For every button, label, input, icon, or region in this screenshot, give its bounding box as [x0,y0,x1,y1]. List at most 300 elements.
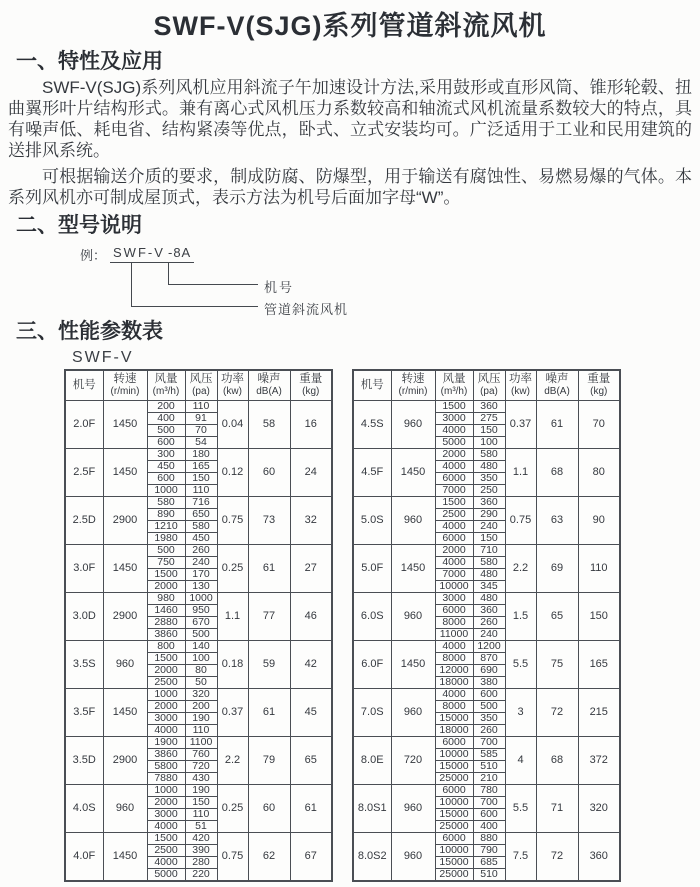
cell-power: 0.37 [217,688,248,736]
features-paragraph-2: 可根据输送介质的要求，制成防腐、防爆型，用于输送有腐蚀性、易燃易爆的气体。本系列风机亦可制成屋顶式，表示方法为机号后面加字母“W”。 [8,167,692,207]
cell-pressure: 280 [185,856,217,868]
cell-speed: 2900 [103,592,147,640]
col-header-weight: 重量 (kg) [290,370,332,400]
cell-flow: 4000 [147,724,185,736]
cell-pressure: 690 [473,664,505,676]
cell-flow: 15000 [435,760,473,772]
cell-noise: 61 [248,544,290,592]
cell-noise: 73 [248,496,290,544]
connector-line-type-horizontal [131,306,258,307]
col-header-pressure: 风压 (pa) [473,370,505,400]
cell-pressure: 240 [185,556,217,568]
cell-pressure: 350 [473,472,505,484]
cell-model: 8.0S1 [353,784,391,832]
cell-speed: 1450 [391,640,435,688]
cell-pressure: 260 [185,544,217,556]
cell-weight: 45 [290,688,332,736]
cell-flow: 1980 [147,532,185,544]
cell-weight: 80 [578,448,620,496]
cell-speed: 1450 [103,688,147,736]
cell-noise: 79 [248,736,290,784]
col-header-speed: 转速 (r/min) [391,370,435,400]
cell-speed: 960 [391,688,435,736]
cell-pressure: 220 [185,868,217,881]
cell-noise: 63 [536,496,578,544]
performance-table-right [352,369,621,882]
cell-noise: 65 [536,592,578,640]
cell-pressure: 260 [473,616,505,628]
cell-flow: 15000 [435,808,473,820]
cell-weight: 150 [578,592,620,640]
cell-power: 1.5 [505,592,536,640]
header-row [353,370,620,400]
cell-flow: 1500 [147,652,185,664]
example-size-code: -8A [165,245,194,263]
cell-pressure: 880 [473,832,505,844]
cell-pressure: 600 [473,688,505,700]
cell-pressure: 360 [473,496,505,508]
cell-flow: 18000 [435,724,473,736]
cell-power: 0.12 [217,448,248,496]
cell-model: 4.0F [65,832,103,881]
cell-noise: 72 [536,688,578,736]
cell-model: 4.5F [353,448,391,496]
col-header-speed: 转速 (r/min) [103,370,147,400]
cell-flow: 6000 [435,736,473,748]
cell-pressure: 360 [473,400,505,412]
cell-flow: 5000 [435,436,473,448]
cell-speed: 960 [391,400,435,448]
cell-pressure: 54 [185,436,217,448]
cell-pressure: 110 [185,724,217,736]
cell-pressure: 870 [473,652,505,664]
table-series-label: SWF-V [72,349,134,366]
cell-speed: 960 [391,784,435,832]
cell-pressure: 190 [185,712,217,724]
col-header-noise: 噪声 dB(A) [536,370,578,400]
cell-pressure: 345 [473,580,505,592]
col-header-flow: 风量 (m³/h) [147,370,185,400]
table-row [65,784,332,796]
cell-speed: 1450 [391,448,435,496]
cell-speed: 960 [391,496,435,544]
table-row [65,496,332,508]
col-header-model: 机号 [353,370,391,400]
cell-weight: 110 [578,544,620,592]
cell-pressure: 390 [185,844,217,856]
cell-flow: 7000 [435,568,473,580]
cell-pressure: 190 [185,784,217,796]
cell-pressure: 480 [473,460,505,472]
cell-speed: 960 [391,592,435,640]
cell-flow: 2500 [147,676,185,688]
cell-flow: 8000 [435,616,473,628]
cell-power: 2.2 [505,544,536,592]
cell-flow: 8000 [435,700,473,712]
cell-pressure: 250 [473,484,505,496]
cell-model: 2.5F [65,448,103,496]
cell-flow: 3860 [147,748,185,760]
cell-power: 1.1 [217,592,248,640]
cell-pressure: 716 [185,496,217,508]
cell-pressure: 500 [473,700,505,712]
cell-pressure: 130 [185,580,217,592]
cell-flow: 3000 [435,592,473,604]
model-code-diagram [80,243,700,319]
cell-flow: 6000 [435,532,473,544]
cell-flow: 1900 [147,736,185,748]
table-row [353,688,620,700]
cell-pressure: 50 [185,676,217,688]
cell-flow: 800 [147,640,185,652]
cell-flow: 11000 [435,628,473,640]
cell-weight: 24 [290,448,332,496]
cell-flow: 6000 [435,832,473,844]
cell-model: 2.0F [65,400,103,448]
performance-tables [64,369,700,882]
cell-pressure: 290 [473,508,505,520]
cell-model: 5.0S [353,496,391,544]
cell-pressure: 110 [185,400,217,412]
cell-flow: 10000 [435,580,473,592]
table-row [353,496,620,508]
cell-power: 2.2 [217,736,248,784]
cell-weight: 42 [290,640,332,688]
cell-flow: 3000 [147,712,185,724]
cell-pressure: 510 [473,760,505,772]
cell-pressure: 450 [185,532,217,544]
cell-weight: 16 [290,400,332,448]
cell-pressure: 480 [473,592,505,604]
cell-flow: 2880 [147,616,185,628]
features-paragraph-1: SWF-V(SJG)系列风机应用斜流子午加速设计方法,采用鼓形或直形风筒、锥形轮毂、扭曲翼形叶片结构形式。兼有离心式风机压力系数较高和轴流式风机流量系数较大的特点，具有噪声低、耗电省、结构紧凑等优点，卧式、立式安装均可。广泛适用于工业和民用建筑的送排风系统。 [8,78,692,160]
cell-speed: 1450 [103,544,147,592]
cell-pressure: 320 [185,688,217,700]
cell-pressure: 240 [473,628,505,640]
cell-flow: 12000 [435,664,473,676]
cell-weight: 67 [290,832,332,881]
table-row [65,832,332,844]
table-row [353,448,620,460]
cell-model: 3.0F [65,544,103,592]
callout-size-label: 机号 [264,280,295,295]
cell-flow: 980 [147,592,185,604]
cell-pressure: 500 [185,628,217,640]
cell-pressure: 380 [473,676,505,688]
cell-noise: 61 [536,400,578,448]
cell-flow: 4000 [435,424,473,436]
cell-pressure: 1200 [473,640,505,652]
cell-weight: 65 [290,736,332,784]
cell-pressure: 650 [185,508,217,520]
col-header-flow: 风量 (m³/h) [435,370,473,400]
table-row [65,448,332,460]
cell-flow: 500 [147,424,185,436]
table-row [65,544,332,556]
cell-pressure: 150 [473,424,505,436]
cell-pressure: 260 [473,724,505,736]
cell-flow: 1000 [147,784,185,796]
cell-flow: 4000 [435,556,473,568]
cell-pressure: 720 [185,760,217,772]
table-row [65,592,332,604]
cell-weight: 61 [290,784,332,832]
cell-flow: 10000 [435,844,473,856]
cell-flow: 10000 [435,796,473,808]
cell-flow: 500 [147,544,185,556]
cell-pressure: 360 [473,604,505,616]
cell-speed: 960 [391,832,435,881]
cell-flow: 25000 [435,772,473,784]
cell-pressure: 760 [185,748,217,760]
cell-flow: 2500 [435,508,473,520]
cell-flow: 450 [147,460,185,472]
cell-pressure: 150 [185,472,217,484]
col-header-model: 机号 [65,370,103,400]
cell-flow: 8000 [435,652,473,664]
cell-pressure: 110 [185,484,217,496]
cell-flow: 4000 [147,856,185,868]
cell-model: 3.5F [65,688,103,736]
cell-speed: 1450 [103,448,147,496]
document-page [0,4,700,882]
col-header-pressure: 风压 (pa) [185,370,217,400]
cell-pressure: 350 [473,712,505,724]
cell-model: 6.0F [353,640,391,688]
cell-model: 5.0F [353,544,391,592]
cell-model: 3.5S [65,640,103,688]
cell-pressure: 1000 [185,592,217,604]
table-row [353,832,620,844]
cell-flow: 580 [147,496,185,508]
col-header-noise: 噪声 dB(A) [248,370,290,400]
cell-weight: 372 [578,736,620,784]
cell-model: 3.5D [65,736,103,784]
cell-pressure: 585 [473,748,505,760]
cell-power: 0.75 [505,496,536,544]
table-row [65,736,332,748]
cell-noise: 61 [248,688,290,736]
table-row [353,400,620,412]
connector-line-size-horizontal [168,284,258,285]
cell-flow: 600 [147,472,185,484]
cell-pressure: 210 [473,772,505,784]
cell-pressure: 580 [185,520,217,532]
cell-pressure: 670 [185,616,217,628]
cell-power: 0.25 [217,544,248,592]
header-row [65,370,332,400]
cell-flow: 3860 [147,628,185,640]
cell-flow: 25000 [435,820,473,832]
connector-line-type-vertical [131,263,132,307]
cell-flow: 300 [147,448,185,460]
cell-power: 0.18 [217,640,248,688]
cell-pressure: 700 [473,736,505,748]
cell-power: 0.75 [217,832,248,881]
table-row [353,736,620,748]
cell-pressure: 420 [185,832,217,844]
cell-pressure: 100 [185,652,217,664]
cell-model: 6.0S [353,592,391,640]
cell-model: 4.0S [65,784,103,832]
cell-flow: 25000 [435,868,473,881]
cell-pressure: 140 [185,640,217,652]
cell-power: 7.5 [505,832,536,881]
cell-power: 0.37 [505,400,536,448]
cell-pressure: 780 [473,784,505,796]
section-heading-model: 二、型号说明 [16,214,142,237]
cell-flow: 2000 [147,664,185,676]
cell-flow: 2500 [147,844,185,856]
cell-flow: 6000 [435,472,473,484]
cell-noise: 68 [536,448,578,496]
col-header-power: 功率 (kw) [217,370,248,400]
cell-flow: 3000 [435,412,473,424]
cell-model: 7.0S [353,688,391,736]
cell-model: 8.0E [353,736,391,784]
cell-speed: 1450 [103,832,147,881]
example-model-code: SWF-V [110,245,168,263]
connector-line-size-vertical [168,263,169,284]
cell-pressure: 480 [473,568,505,580]
cell-flow: 4000 [435,460,473,472]
cell-weight: 320 [578,784,620,832]
cell-flow: 200 [147,400,185,412]
cell-pressure: 400 [473,820,505,832]
cell-weight: 215 [578,688,620,736]
cell-power: 0.04 [217,400,248,448]
cell-flow: 4000 [147,820,185,832]
cell-noise: 58 [248,400,290,448]
cell-flow: 2000 [147,700,185,712]
cell-flow: 7880 [147,772,185,784]
cell-noise: 62 [248,832,290,881]
cell-weight: 360 [578,832,620,881]
cell-flow: 15000 [435,856,473,868]
cell-pressure: 950 [185,604,217,616]
section-heading-features: 一、特性及应用 [16,50,163,73]
cell-noise: 72 [536,832,578,881]
cell-speed: 1450 [391,544,435,592]
cell-noise: 69 [536,544,578,592]
page-title: SWF-V(SJG)系列管道斜流风机 [153,11,547,41]
cell-flow: 1000 [147,688,185,700]
cell-power: 5.5 [505,640,536,688]
cell-flow: 750 [147,556,185,568]
cell-speed: 960 [103,784,147,832]
section-heading-performance: 三、性能参数表 [16,320,163,343]
cell-pressure: 91 [185,412,217,424]
cell-pressure: 165 [185,460,217,472]
cell-pressure: 110 [185,808,217,820]
cell-weight: 32 [290,496,332,544]
cell-flow: 2000 [147,580,185,592]
cell-noise: 59 [248,640,290,688]
cell-flow: 4000 [435,520,473,532]
cell-flow: 890 [147,508,185,520]
cell-flow: 6000 [435,604,473,616]
cell-speed: 2900 [103,736,147,784]
cell-flow: 18000 [435,676,473,688]
cell-pressure: 600 [473,808,505,820]
callout-type-label: 管道斜流风机 [264,302,349,317]
cell-noise: 71 [536,784,578,832]
cell-flow: 3000 [147,808,185,820]
cell-noise: 75 [536,640,578,688]
cell-flow: 2000 [435,448,473,460]
table-row [353,784,620,796]
cell-flow: 15000 [435,712,473,724]
cell-pressure: 240 [473,520,505,532]
table-row [65,400,332,412]
table-row [353,640,620,652]
cell-flow: 2000 [147,796,185,808]
example-label: 例： [80,248,107,263]
cell-flow: 5800 [147,760,185,772]
cell-flow: 2000 [435,544,473,556]
cell-pressure: 150 [185,796,217,808]
cell-pressure: 51 [185,820,217,832]
cell-pressure: 70 [185,424,217,436]
cell-speed: 960 [103,640,147,688]
cell-weight: 27 [290,544,332,592]
cell-noise: 60 [248,784,290,832]
cell-pressure: 790 [473,844,505,856]
performance-table-left [64,369,333,882]
cell-speed: 2900 [103,496,147,544]
cell-pressure: 80 [185,664,217,676]
cell-pressure: 1100 [185,736,217,748]
cell-flow: 4000 [435,688,473,700]
cell-pressure: 710 [473,544,505,556]
cell-pressure: 510 [473,868,505,881]
cell-weight: 90 [578,496,620,544]
cell-weight: 70 [578,400,620,448]
cell-flow: 7000 [435,484,473,496]
cell-noise: 68 [536,736,578,784]
cell-pressure: 180 [185,448,217,460]
cell-model: 4.5S [353,400,391,448]
cell-power: 5.5 [505,784,536,832]
cell-pressure: 580 [473,448,505,460]
cell-pressure: 150 [473,532,505,544]
cell-flow: 600 [147,436,185,448]
cell-noise: 60 [248,448,290,496]
cell-noise: 77 [248,592,290,640]
cell-speed: 1450 [103,400,147,448]
cell-power: 3 [505,688,536,736]
cell-flow: 1210 [147,520,185,532]
cell-weight: 165 [578,640,620,688]
table-row [353,592,620,604]
cell-flow: 4000 [435,640,473,652]
cell-flow: 1500 [147,568,185,580]
cell-flow: 6000 [435,784,473,796]
cell-power: 1.1 [505,448,536,496]
cell-weight: 46 [290,592,332,640]
col-header-power: 功率 (kw) [505,370,536,400]
cell-model: 3.0D [65,592,103,640]
cell-pressure: 580 [473,556,505,568]
table-row [65,688,332,700]
table-row [353,544,620,556]
cell-model: 8.0S2 [353,832,391,881]
cell-flow: 1500 [435,496,473,508]
table-row [65,640,332,652]
cell-power: 4 [505,736,536,784]
cell-pressure: 170 [185,568,217,580]
cell-flow: 5000 [147,868,185,881]
